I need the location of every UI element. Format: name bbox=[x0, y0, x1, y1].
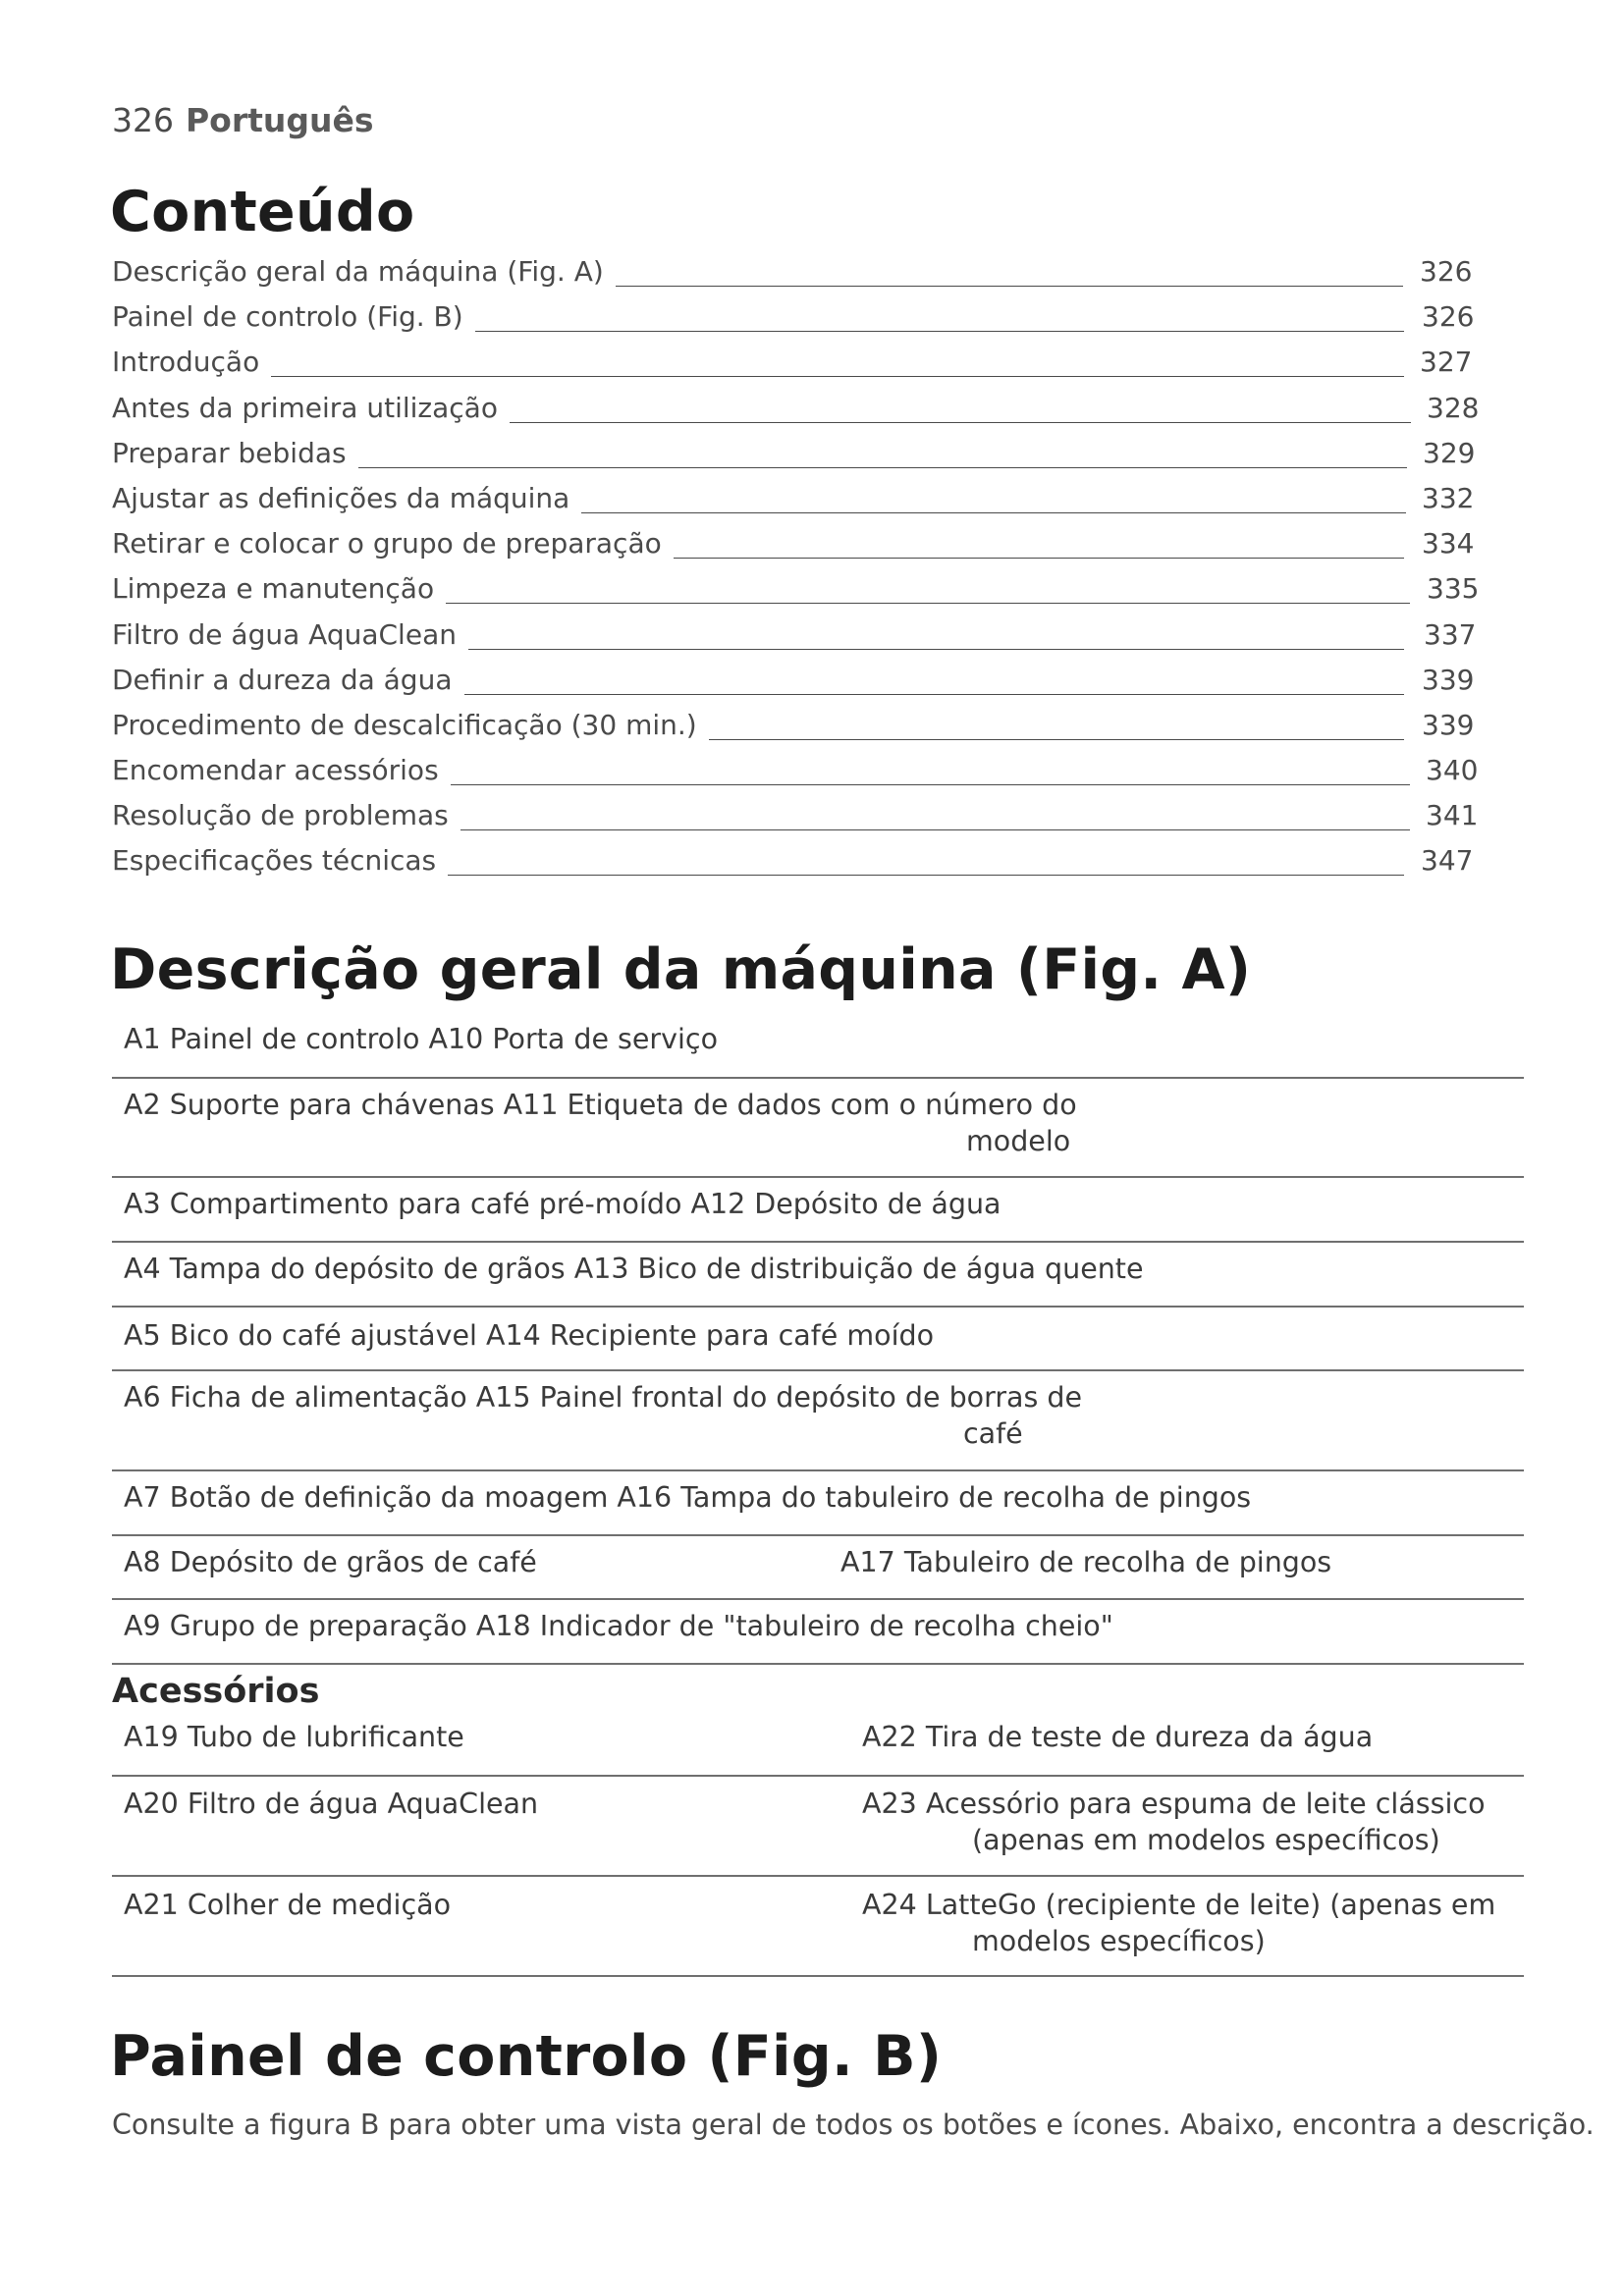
parts-row-text: A7 Botão de definição da moagem A16 Tampa do tabuleiro de recolha de pingos bbox=[124, 1481, 1252, 1514]
toc-entry-page: 327 bbox=[1420, 346, 1473, 379]
accessory-right-continuation: modelos específicos) bbox=[972, 1925, 1266, 1957]
accessory-right: A24 LatteGo (recipiente de leite) (apenas em bbox=[862, 1889, 1496, 1921]
toc-entry[interactable] bbox=[112, 249, 1477, 294]
toc-entry[interactable] bbox=[112, 793, 1477, 838]
toc-leader-line bbox=[464, 694, 1404, 695]
toc-entry[interactable] bbox=[112, 613, 1477, 658]
toc-entry-label: Ajustar as definições da máquina bbox=[112, 482, 573, 514]
parts-row-text: A5 Bico do café ajustável A14 Recipiente para café moído bbox=[124, 1319, 935, 1352]
accessory-row bbox=[112, 1877, 1524, 1977]
parts-row-right: A17 Tabuleiro de recolha de pingos bbox=[840, 1546, 1332, 1578]
parts-row bbox=[112, 1471, 1524, 1536]
toc-entry-label: Procedimento de descalcificação (30 min.) bbox=[112, 709, 701, 741]
parts-row bbox=[112, 1536, 1524, 1600]
header-language: Português bbox=[186, 101, 374, 139]
toc-leader-line bbox=[448, 875, 1404, 876]
parts-row bbox=[112, 1079, 1524, 1178]
toc-leader-line bbox=[510, 422, 1411, 423]
table-of-contents bbox=[112, 249, 1480, 884]
toc-entry-page: 326 bbox=[1422, 300, 1475, 334]
accessory-row bbox=[112, 1777, 1524, 1877]
toc-entry-label: Introdução bbox=[112, 346, 263, 378]
control-panel-title: Painel de controlo (Fig. B) bbox=[110, 2024, 943, 2089]
parts-row-continuation: café bbox=[963, 1417, 1023, 1450]
parts-row-continuation: modelo bbox=[966, 1125, 1071, 1157]
toc-leader-line bbox=[475, 331, 1404, 332]
toc-entry-page: 328 bbox=[1427, 391, 1480, 424]
toc-entry-page: 335 bbox=[1427, 572, 1480, 606]
toc-entry[interactable] bbox=[112, 703, 1477, 748]
toc-entry-label: Filtro de água AquaClean bbox=[112, 618, 460, 651]
parts-row-text: A4 Tampa do depósito de grãos A13 Bico de distribuição de água quente bbox=[124, 1253, 1144, 1285]
parts-row-text: A1 Painel de controlo A10 Porta de serviço bbox=[124, 1023, 719, 1055]
accessory-right-continuation: (apenas em modelos específicos) bbox=[972, 1824, 1440, 1856]
parts-row-text: A3 Compartimento para café pré-moído A12 Depósito de água bbox=[124, 1188, 1001, 1220]
toc-entry-page: 337 bbox=[1424, 617, 1477, 651]
accessory-left: A19 Tubo de lubrificante bbox=[124, 1721, 464, 1753]
toc-leader-line bbox=[709, 739, 1404, 740]
parts-row bbox=[112, 1243, 1524, 1308]
toc-entry-page: 339 bbox=[1422, 708, 1475, 741]
toc-entry-label: Especificações técnicas bbox=[112, 844, 440, 877]
parts-row-text: A9 Grupo de preparação A18 Indicador de "tabuleiro de recolha cheio" bbox=[124, 1610, 1113, 1642]
toc-entry-label: Resolução de problemas bbox=[112, 799, 453, 831]
parts-row-text: A6 Ficha de alimentação A15 Painel frontal do depósito de borras de bbox=[124, 1381, 1083, 1414]
control-panel-intro: Consulte a figura B para obter uma vista geral de todos os botões e ícones. Abaixo, encontra a descrição. bbox=[112, 2109, 1595, 2141]
parts-row bbox=[112, 1178, 1524, 1243]
toc-entry-label: Retirar e colocar o grupo de preparação bbox=[112, 527, 666, 560]
toc-entry-page: 329 bbox=[1423, 436, 1476, 469]
parts-row bbox=[112, 1600, 1524, 1665]
toc-entry-page: 347 bbox=[1421, 844, 1474, 878]
toc-entry-label: Painel de controlo (Fig. B) bbox=[112, 300, 467, 333]
toc-entry-label: Definir a dureza da água bbox=[112, 664, 457, 696]
toc-entry[interactable] bbox=[112, 748, 1477, 793]
toc-leader-line bbox=[460, 829, 1410, 830]
parts-row bbox=[112, 1308, 1524, 1371]
accessory-right: A22 Tira de teste de dureza da água bbox=[862, 1721, 1374, 1753]
toc-entry[interactable] bbox=[112, 566, 1480, 612]
toc-leader-line bbox=[358, 467, 1407, 468]
toc-entry[interactable] bbox=[112, 340, 1477, 385]
toc-entry[interactable] bbox=[112, 386, 1480, 431]
toc-entry-label: Preparar bebidas bbox=[112, 437, 351, 469]
toc-leader-line bbox=[451, 784, 1410, 785]
accessories-heading: Acessórios bbox=[112, 1672, 320, 1711]
toc-entry[interactable] bbox=[112, 431, 1477, 476]
toc-entry-label: Encomendar acessórios bbox=[112, 754, 443, 786]
page-header bbox=[112, 101, 374, 139]
parts-row-left: A8 Depósito de grãos de café bbox=[124, 1546, 537, 1578]
toc-entry-page: 332 bbox=[1422, 481, 1475, 514]
overview-title: Descrição geral da máquina (Fig. A) bbox=[110, 937, 1252, 1002]
toc-entry-page: 326 bbox=[1420, 255, 1473, 288]
toc-entry-page: 339 bbox=[1422, 663, 1475, 696]
accessory-left: A21 Colher de medição bbox=[124, 1889, 452, 1921]
toc-entry-label: Limpeza e manutenção bbox=[112, 572, 438, 605]
toc-entry[interactable] bbox=[112, 521, 1477, 566]
toc-entry[interactable] bbox=[112, 294, 1477, 340]
accessories-table bbox=[112, 1711, 1524, 1977]
toc-leader-line bbox=[581, 512, 1406, 513]
toc-leader-line bbox=[616, 286, 1403, 287]
toc-entry[interactable] bbox=[112, 476, 1477, 521]
toc-entry-label: Antes da primeira utilização bbox=[112, 392, 502, 424]
parts-row bbox=[112, 1371, 1524, 1471]
parts-row-text: A2 Suporte para chávenas A11 Etiqueta de dados com o número do bbox=[124, 1089, 1077, 1121]
accessory-right: A23 Acessório para espuma de leite clássico bbox=[862, 1788, 1486, 1820]
toc-entry[interactable] bbox=[112, 838, 1477, 883]
machine-parts-table bbox=[112, 1014, 1524, 1665]
toc-entry-page: 340 bbox=[1426, 754, 1479, 787]
parts-row bbox=[112, 1014, 1524, 1079]
toc-entry[interactable] bbox=[112, 658, 1477, 703]
toc-leader-line bbox=[468, 649, 1404, 650]
toc-leader-line bbox=[271, 376, 1404, 377]
toc-entry-page: 341 bbox=[1426, 799, 1479, 832]
page-number: 326 bbox=[112, 101, 174, 139]
accessory-left: A20 Filtro de água AquaClean bbox=[124, 1788, 539, 1820]
accessory-row bbox=[112, 1711, 1524, 1777]
toc-entry-label: Descrição geral da máquina (Fig. A) bbox=[112, 255, 608, 288]
toc-entry-page: 334 bbox=[1422, 527, 1475, 561]
toc-leader-line bbox=[446, 603, 1410, 604]
toc-title: Conteúdo bbox=[110, 180, 415, 244]
toc-leader-line bbox=[674, 558, 1404, 559]
